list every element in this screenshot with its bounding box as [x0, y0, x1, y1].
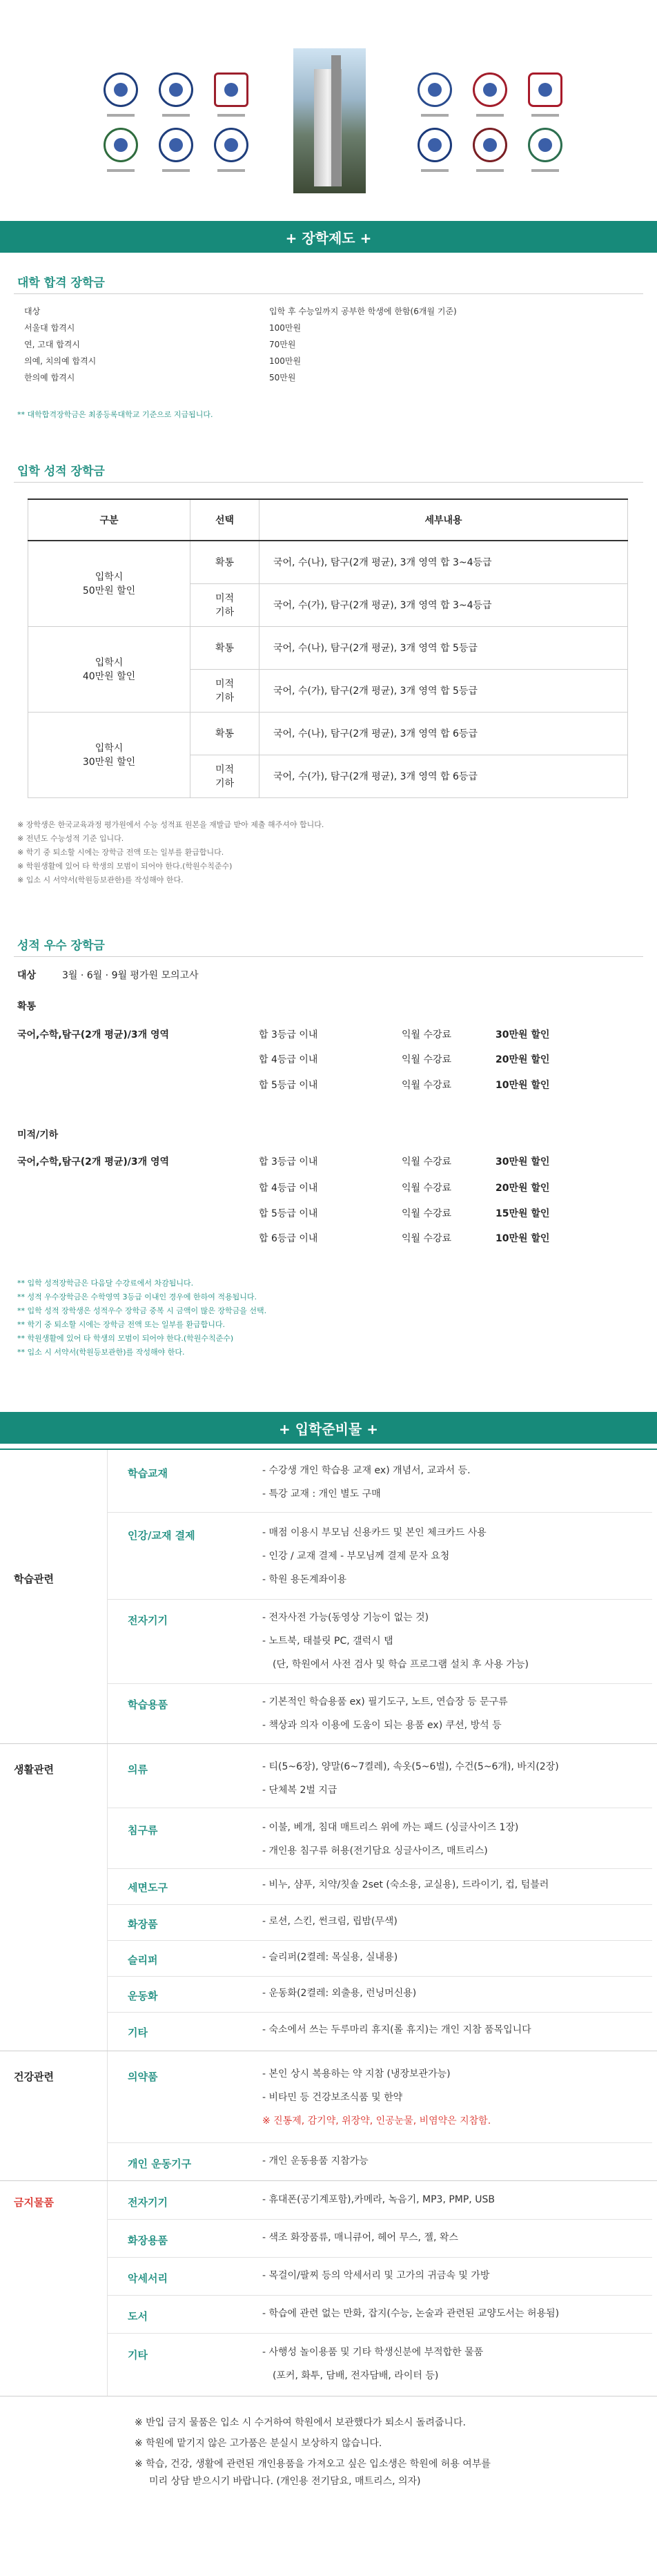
- logo-6: [207, 128, 255, 176]
- divider: [107, 1599, 652, 1600]
- logo-5: [152, 128, 200, 176]
- excel-scholarship-title: 성적 우수 장학금: [17, 939, 105, 953]
- divider: [107, 2295, 652, 2296]
- divider: [0, 1449, 657, 1450]
- univ-row-right: 70만원: [269, 340, 296, 349]
- prep-subcategory: 슬리퍼: [128, 1954, 158, 1966]
- divider: [14, 293, 643, 294]
- logo-12: [521, 128, 569, 176]
- hwak-grade: 합 5등급 이내: [259, 1080, 318, 1091]
- mijuk-amount: 20만원 할인: [496, 1183, 550, 1194]
- divider: [107, 2334, 108, 2396]
- prep-subcategory: 인강/교재 결제: [128, 1529, 195, 1542]
- table-cell: 미적 기하: [190, 669, 259, 712]
- logo-9: [521, 72, 569, 121]
- hwak-grade: 합 4등급 이내: [259, 1054, 318, 1065]
- prep-subcategory: 개인 운동기구: [128, 2158, 192, 2170]
- perf-note: ※ 전년도 수능성적 기준 입니다.: [17, 834, 124, 843]
- prep-subcategory: 기타: [128, 2026, 148, 2039]
- prep-desc: - 목걸이/팔찌 등의 악세서리 및 고가의 귀금속 및 가방: [262, 2270, 490, 2281]
- hwak-amount: 10만원 할인: [496, 1080, 550, 1091]
- hwak-fee: 익월 수강료: [402, 1029, 452, 1040]
- divider: [107, 2257, 652, 2258]
- table-cell: 입학시 30만원 할인: [28, 712, 190, 797]
- mijuk-subject: 국어,수학,탐구(2개 평균)/3개 영역: [17, 1156, 170, 1168]
- logo-10: [411, 128, 459, 176]
- logo-4: [97, 128, 145, 176]
- divider: [14, 956, 643, 957]
- prep-warning: ※ 진통제, 감기약, 위장약, 인공눈물, 비염약은 지참함.: [262, 2115, 491, 2127]
- divider: [14, 482, 643, 483]
- prep-desc: - 기본적인 학습용품 ex) 필기도구, 노트, 연습장 등 문구류: [262, 1696, 508, 1707]
- hwak-amount: 20만원 할인: [496, 1054, 550, 1065]
- divider: [107, 2219, 652, 2220]
- perf-note: ※ 학기 중 퇴소할 시에는 장학금 전액 또는 일부를 환급합니다.: [17, 848, 224, 857]
- header-logos: [0, 0, 657, 204]
- logo-11: [466, 128, 514, 176]
- prep-desc: - 비타민 등 건강보조식품 및 한약: [262, 2092, 403, 2103]
- mijuk-fee: 익월 수강료: [402, 1208, 452, 1219]
- prep-desc: - 이불, 베개, 침대 매트리스 위에 까는 패드 (싱글사이즈 1장): [262, 1822, 519, 1833]
- divider: [0, 1743, 657, 1744]
- prep-subcategory: 악세서리: [128, 2272, 168, 2285]
- prep-desc: - 티(5~6장), 양말(6~7켤레), 속옷(5~6벌), 수건(5~6개), 바지(2장): [262, 1761, 559, 1772]
- hwak-grade: 합 3등급 이내: [259, 1029, 318, 1040]
- prep-subcategory: 의약품: [128, 2071, 158, 2083]
- mijuk-grade: 합 3등급 이내: [259, 1156, 318, 1168]
- divider: [107, 1976, 652, 1977]
- table-cell: 국어, 수(나), 탐구(2개 평균), 3개 영역 합 6등급: [259, 712, 628, 755]
- table-header: 세부내용: [259, 499, 628, 541]
- mijuk-grade: 합 5등급 이내: [259, 1208, 318, 1219]
- prep-section-bar: + 입학준비물 +: [0, 1412, 657, 1444]
- prep-desc: - 매점 이용시 부모님 신용카드 및 본인 체크카드 사용: [262, 1527, 487, 1538]
- perf-scholarship-table: [28, 498, 628, 798]
- table-cell: 국어, 수(가), 탐구(2개 평균), 3개 영역 합 5등급: [259, 669, 628, 712]
- divider: [107, 1940, 652, 1941]
- divider: [107, 1904, 652, 1905]
- divider: [107, 1683, 652, 1684]
- excel-note: ** 입소 시 서약서(학원등보관한)를 작성해야 한다.: [17, 1348, 185, 1357]
- prep-desc: - 단체복 2벌 지급: [262, 1785, 337, 1796]
- prep-footer-note: ※ 반입 금지 물품은 입소 시 수거하여 학원에서 보관했다가 퇴소시 돌려줍니다.: [135, 2417, 466, 2428]
- mijuk-amount: 10만원 할인: [496, 1233, 550, 1244]
- excel-note: ** 입학 성적 장학생은 성적우수 장학금 중복 시 금액이 많은 장학금을 선택.: [17, 1306, 267, 1315]
- perf-note: ※ 학원생활에 있어 타 학생의 모범이 되어야 한다.(학원수칙준수): [17, 862, 233, 871]
- hwak-fee: 익월 수강료: [402, 1054, 452, 1065]
- table-cell: 입학시 50만원 할인: [28, 541, 190, 626]
- table-cell: 국어, 수(가), 탐구(2개 평균), 3개 영역 합 6등급: [259, 755, 628, 797]
- prep-desc: - 개인 운동용품 지참가능: [262, 2156, 369, 2167]
- prep-desc: - 노트북, 태블릿 PC, 갤럭시 탭: [262, 1636, 393, 1647]
- divider: [107, 1868, 652, 1869]
- univ-row-left: 서울대 합격시: [24, 323, 75, 333]
- prep-desc: - 사행성 놀이용품 및 기타 학생신분에 부적합한 물품: [262, 2347, 484, 2358]
- perf-scholarship-title: 입학 성적 장학금: [17, 465, 105, 478]
- prep-desc: (단, 학원에서 사전 검사 및 학습 프로그램 설치 후 사용 가능): [273, 1659, 529, 1670]
- prep-subcategory: 전자기기: [128, 1614, 168, 1627]
- table-cell: 국어, 수(나), 탐구(2개 평균), 3개 영역 합 3~4등급: [259, 541, 628, 583]
- prep-subcategory: 학습교재: [128, 1467, 168, 1480]
- prep-desc: - 수강생 개인 학습용 교재 ex) 개념서, 교과서 등.: [262, 1465, 471, 1476]
- prep-desc: - 책상과 의자 이용에 도움이 되는 용품 ex) 쿠션, 방석 등: [262, 1720, 502, 1731]
- prep-desc: (포커, 화투, 담배, 전자담배, 라이터 등): [273, 2370, 439, 2381]
- mijuk-grade: 합 6등급 이내: [259, 1233, 318, 1244]
- divider: [107, 2333, 652, 2334]
- univ-row-left: 의예, 치의예 합격시: [24, 356, 97, 366]
- divider: [107, 1512, 652, 1513]
- scholarship-section-bar: + 장학제도 +: [0, 221, 657, 253]
- prep-subcategory: 화장품: [128, 1918, 158, 1930]
- mijuk-fee: 익월 수강료: [402, 1183, 452, 1194]
- perf-note: ※ 장학생은 한국교육과정 평가원에서 수능 성적표 원본을 재발급 받아 제출 해주셔야 합니다.: [17, 820, 324, 829]
- prep-subcategory: 기타: [128, 2349, 148, 2361]
- perf-note: ※ 입소 시 서약서(학원등보관한)를 작성해야 한다.: [17, 875, 184, 884]
- univ-row-left: 한의예 합격시: [24, 373, 75, 382]
- prep-desc: - 전자사전 가능(동영상 기능이 없는 것): [262, 1612, 429, 1623]
- excel-target: 3월 · 6월 · 9월 평가원 모의고사: [62, 970, 199, 981]
- hwak-title: 확통: [17, 1001, 37, 1012]
- table-cell: 확통: [190, 541, 259, 583]
- table-cell: 미적 기하: [190, 755, 259, 797]
- campus-photo: [293, 48, 366, 193]
- logo-7: [411, 72, 459, 121]
- prep-footer-note: ※ 학원에 맡기지 않은 고가품은 분실시 보상하지 않습니다.: [135, 2438, 382, 2449]
- prep-subcategory: 세면도구: [128, 1881, 168, 1894]
- prep-desc: - 학원 용돈계좌이용: [262, 1574, 347, 1585]
- prep-desc: - 학습에 관련 없는 만화, 잡지(수능, 논술과 관련된 교양도서는 허용됨): [262, 2308, 560, 2319]
- prep-subcategory: 침구류: [128, 1824, 158, 1837]
- prep-desc: - 개인용 침구류 허용(전기담요 싱글사이즈, 매트리스): [262, 1846, 488, 1857]
- divider: [107, 2012, 652, 2013]
- univ-row-right: 100만원: [269, 323, 302, 333]
- mijuk-title: 미적/기하: [17, 1130, 59, 1141]
- prep-desc: - 본인 상시 복용하는 약 지참 (냉장보관가능): [262, 2069, 451, 2080]
- univ-row-right: 입학 후 수능일까지 공부한 학생에 한함(6개월 기준): [269, 307, 457, 316]
- prep-subcategory: 도서: [128, 2310, 148, 2323]
- prep-subcategory: 전자기기: [128, 2196, 168, 2209]
- hwak-amount: 30만원 할인: [496, 1029, 550, 1040]
- prep-desc: - 슬리퍼(2켤레: 목실용, 실내용): [262, 1952, 398, 1963]
- logo-3: [207, 72, 255, 121]
- univ-row-right: 100만원: [269, 356, 302, 366]
- prep-footer-note: 미리 상담 받으시기 바랍니다. (개인용 전기담요, 매트리스, 의자): [149, 2476, 421, 2487]
- univ-note: ** 대학합격장학금은 최종등록대학교 기준으로 지급됩니다.: [17, 410, 213, 419]
- mijuk-fee: 익월 수강료: [402, 1156, 452, 1168]
- hwak-fee: 익월 수강료: [402, 1080, 452, 1091]
- table-cell: 국어, 수(가), 탐구(2개 평균), 3개 영역 합 3~4등급: [259, 583, 628, 626]
- table-header: 구분: [28, 499, 190, 541]
- logo-1: [97, 72, 145, 121]
- prep-subcategory: 학습용품: [128, 1698, 168, 1711]
- prep-desc: - 휴대폰(공기계포함),카메라, 녹음기, MP3, PMP, USB: [262, 2194, 495, 2205]
- table-cell: 미적 기하: [190, 583, 259, 626]
- univ-row-left: 대상: [24, 307, 41, 316]
- mijuk-fee: 익월 수강료: [402, 1233, 452, 1244]
- univ-row-left: 연, 고대 합격시: [24, 340, 80, 349]
- prep-desc: - 비누, 샴푸, 치약/칫솔 2set (숙소용, 교실용), 드라이기, 컵, 텀블러: [262, 1879, 549, 1890]
- prep-subcategory: 화장용품: [128, 2234, 168, 2247]
- prep-category: 생활관련: [14, 1763, 54, 1776]
- divider: [107, 1450, 108, 2334]
- hwak-subject: 국어,수학,탐구(2개 평균)/3개 영역: [17, 1029, 170, 1040]
- univ-scholarship-title: 대학 합격 장학금: [17, 276, 105, 290]
- prep-desc: - 특강 교재 : 개인 별도 구매: [262, 1489, 381, 1500]
- logo-2: [152, 72, 200, 121]
- prep-footer-note: ※ 학습, 건강, 생활에 관련된 개인용품을 가져오고 싶은 입소생은 학원에 허용 여부를: [135, 2459, 491, 2470]
- prep-desc: - 숙소에서 쓰는 두루마리 휴지(롤 휴지)는 개인 지참 품목입니다: [262, 2024, 531, 2035]
- table-cell: 국어, 수(나), 탐구(2개 평균), 3개 영역 합 5등급: [259, 626, 628, 669]
- prep-desc: - 색조 화장품류, 매니큐어, 헤어 무스, 젤, 왁스: [262, 2232, 458, 2243]
- excel-note: ** 학기 중 퇴소할 시에는 장학금 전액 또는 일부를 환급합니다.: [17, 1320, 225, 1329]
- logo-8: [466, 72, 514, 121]
- table-cell: 입학시 40만원 할인: [28, 626, 190, 712]
- table-cell: 확통: [190, 712, 259, 755]
- prep-category: 학습관련: [14, 1573, 54, 1585]
- prep-desc: - 운동화(2켤레: 외출용, 런닝머신용): [262, 1988, 417, 1999]
- prep-desc: - 로션, 스킨, 썬크림, 립밤(무색): [262, 1916, 398, 1927]
- table-header: 선택: [190, 499, 259, 541]
- univ-row-right: 50만원: [269, 373, 296, 382]
- prep-desc: - 인강 / 교재 결제 - 부모님께 결제 문자 요청: [262, 1551, 450, 1562]
- divider: [107, 2142, 652, 2143]
- prep-category: 건강관련: [14, 2071, 54, 2083]
- mijuk-grade: 합 4등급 이내: [259, 1183, 318, 1194]
- prep-subcategory: 운동화: [128, 1990, 158, 2002]
- excel-note: ** 학원생활에 있어 타 학생의 모범이 되어야 한다.(학원수칙준수): [17, 1334, 234, 1343]
- prep-subcategory: 의류: [128, 1763, 148, 1776]
- prep-category: 금지물품: [14, 2196, 54, 2209]
- mijuk-amount: 30만원 할인: [496, 1156, 550, 1168]
- table-cell: 확통: [190, 626, 259, 669]
- mijuk-amount: 15만원 할인: [496, 1208, 550, 1219]
- divider: [0, 2180, 657, 2181]
- excel-note: ** 입학 성적장학금은 다음달 수강료에서 차감됩니다.: [17, 1279, 194, 1288]
- excel-note: ** 성적 우수장학금은 수학영역 3등급 이내인 경우에 한하여 적용됩니다.: [17, 1292, 257, 1301]
- excel-target-label: 대상: [17, 970, 37, 981]
